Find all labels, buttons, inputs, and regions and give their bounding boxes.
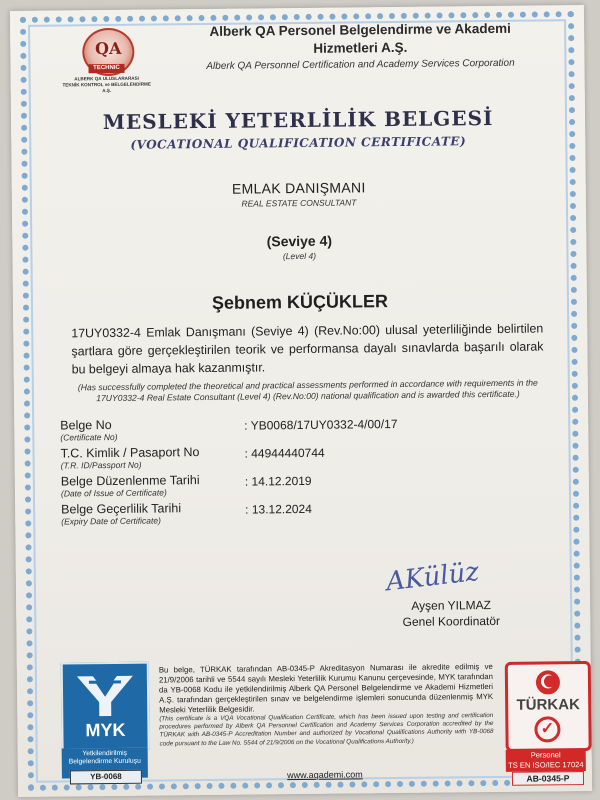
level: (Seviye 4) [266,232,333,250]
myk-band-line1: Yetkilendirilmiş [82,749,128,758]
field-expiry-date [61,501,181,526]
certificate-title: MESLEKİ YETERLİLİK BELGESİ [102,105,494,135]
field-label-en: (Date of Issue of Certificate) [60,487,167,499]
issuer-name-en: Alberk QA Personnel Certification and Academy Services Corporation [206,57,515,72]
logo-sub-line2: TEKNİK KONTROL ve BELGELENDİRME A.Ş. [62,81,151,94]
field-label-en: (T.R. ID/Passport No) [60,459,142,471]
myk-logo-text: MYK [85,719,126,741]
turkak-code: AB-0345-P [512,771,584,786]
check-mark-icon: ✓ [534,716,560,742]
turkak-logo [505,661,592,752]
field-value-issue-date: : 14.12.2019 [244,473,312,489]
footer-text-tr: Bu belge, TÜRKAK tarafından AB-0345-P Akreditasyon Numarası ile akredite edilmiş ve 21/9/2006 tarihli ve 5544 sayılı Mesleki Yeterlilik Kurumu Kanunu çerçevesinde, MYK tarafından da YB-0068 Kodu ile yetkilendirilmiş Alberk QA Personel Belgelendirme ve Akademi Hizmetleri A.Ş. tarafından gerçekleştirilen sınav ve belgelendirme işlemleri sonucunda düzenlenmiş MYK Mesleki Yeterlilik Belgesidir. [158,662,494,715]
field-certificate-no [60,418,117,443]
issuer-name-line2: Hizmetleri A.Ş. [313,39,408,56]
myk-emblem-icon [63,664,148,721]
issuer-name [160,19,560,59]
field-label: T.C. Kimlik / Pasaport No [60,445,200,461]
profession: EMLAK DANIŞMANI [231,179,366,197]
field-label: Belge Geçerlilik Tarihi [61,501,182,517]
logo-subtitle [59,76,155,95]
statement-en: (Has successfully completed the theoretical and practical assessments performed in accordance with requirements in the 17UY0332-4 Real Estate Consultant (Level 4) (Rev.No:00) national qualification and is awarded this certificate.) [77,377,538,404]
alberk-logo [58,24,155,95]
myk-band-line2: Belgelendirme Kuruluşu [68,757,141,766]
issuer-name-line1: Alberk QA Personel Belgelendirme ve Akademi [209,20,511,39]
signatory-title: Genel Koordinatör [402,613,501,629]
turkish-flag-icon [536,670,560,694]
footer-text-en: (This certificate is a VQA Vocational Qualification Certificate, which has been issued upon testing and certification procedures performed by Alberk QA Personnel Certification and Academy Services Corporation accredited by the TÜRKAK with AB-0345-P Accreditation Number and authorized by Vocational Qualifications Authority with YB-0068 code pursuant to the Law No. 5544 of 21/9/2006 on the Vocational Qualifications Authority.) [159,712,494,748]
signatory-name: Ayşen YILMAZ [411,598,492,613]
field-label-en: (Certificate No) [60,431,118,443]
field-label: Belge Düzenlenme Tarihi [60,473,200,489]
holder-name: Şebnem KÜÇÜKLER [211,291,389,313]
myk-logo [61,662,150,751]
certificate-title-en: (VOCATIONAL QUALIFICATION CERTIFICATE) [130,134,467,152]
certificate-paper [10,5,592,797]
statement-tr: 17UY0332-4 Emlak Danışmanı (Seviye 4) (Rev.No:00) ulusal yeterliliğinde belirtilen şartlara göre gerçekleştirilen teorik ve performansa dayalı sınavlarda başarılı olarak bu belgeyi almaya hak kazanmıştır. [71,321,544,377]
field-issue-date [61,473,200,498]
turkak-band-line2: TS EN ISO/IEC 17024 [507,760,584,770]
field-label-en: (Expiry Date of Certificate) [61,515,161,527]
field-value-id-no: : 44944440744 [244,445,325,461]
turkak-band [506,749,586,772]
level-en: (Level 4) [282,250,317,262]
website-link[interactable]: www.aqademi.com [287,769,363,781]
logo-sub-line1: ALBERK QA ULUSLARARASI [74,75,139,82]
signature: AKülüz [384,556,481,598]
field-label: Belge No [60,417,112,433]
turkak-logo-text: TÜRKAK [516,696,580,714]
field-value-expiry-date: : 13.12.2024 [245,501,312,517]
profession-en: REAL ESTATE CONSULTANT [241,197,357,209]
logo-ribbon: TECHNIC [88,64,124,73]
field-value-certificate-no: : YB0068/17UY0332-4/00/17 [244,416,398,433]
field-id-no [60,445,199,470]
turkak-band-line1: Personel [530,750,561,760]
logo-text: QA [95,38,122,59]
myk-code: YB-0068 [70,770,142,785]
